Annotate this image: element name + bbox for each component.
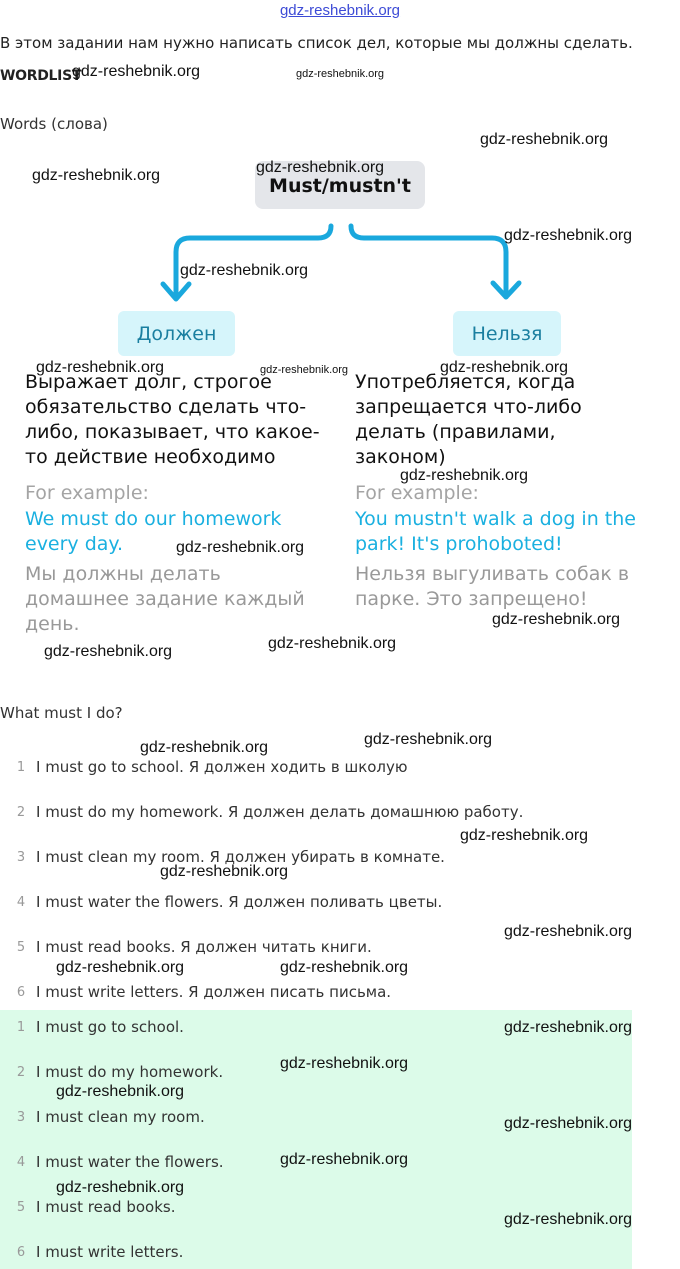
list-item-text: I must clean my room. Я должен убирать в комнате. (36, 848, 445, 866)
answer-item-text: I must clean my room. (36, 1108, 205, 1126)
watermark: gdz-reshebnik.org (440, 359, 569, 376)
watermark: gdz-reshebnik.org (364, 731, 493, 748)
diagram-left-label: Должен (118, 311, 235, 356)
answer-item-number: 4 (16, 1155, 26, 1170)
left-example-label: For example: (25, 482, 149, 504)
list-item-text: I must do my homework. Я должен делать домашнюю работу. (36, 803, 524, 821)
watermark: gdz-reshebnik.org (504, 1115, 633, 1132)
watermark: gdz-reshebnik.org (56, 959, 185, 976)
watermark: gdz-reshebnik.org (296, 68, 385, 80)
wordlist-heading: WORDLIST (0, 68, 82, 84)
watermark: gdz-reshebnik.org (492, 611, 621, 628)
watermark: gdz-reshebnik.org (44, 643, 173, 660)
answer-item-text: I must do my homework. (36, 1063, 224, 1081)
watermark: gdz-reshebnik.org (504, 227, 633, 244)
answer-item-text: I must go to school. (36, 1018, 184, 1036)
watermark: gdz-reshebnik.org (504, 923, 633, 940)
watermark: gdz-reshebnik.org (140, 739, 269, 756)
answer-item-number: 6 (16, 1245, 26, 1260)
watermark: gdz-reshebnik.org (268, 635, 397, 652)
watermark: gdz-reshebnik.org (180, 262, 309, 279)
watermark: gdz-reshebnik.org (260, 364, 349, 376)
right-example-en: You mustn't walk a dog in the park! It's prohoboted! (355, 508, 636, 555)
list-item-number: 2 (16, 805, 26, 820)
diagram-center-box: Must/mustn't (255, 161, 425, 209)
watermark: gdz-reshebnik.org (176, 539, 305, 556)
list-item-number: 5 (16, 940, 26, 955)
diagram-right-label: Нельзя (453, 311, 561, 356)
answers-panel (0, 1010, 632, 1269)
list-item-number: 3 (16, 850, 26, 865)
left-example-ru: Мы должны делать домашнее задание каждый день. (25, 563, 305, 635)
answer-item-number: 3 (16, 1110, 26, 1125)
list-item-text: I must write letters. Я должен писать письма. (36, 983, 392, 1001)
watermark: gdz-reshebnik.org (72, 63, 201, 80)
words-label: Words (слова) (0, 115, 108, 133)
watermark: gdz-reshebnik.org (256, 159, 385, 176)
list-item-text: I must read books. Я должен читать книги. (36, 938, 372, 956)
watermark: gdz-reshebnik.org (32, 167, 161, 184)
list-item-number: 1 (16, 760, 26, 775)
answer-item-number: 2 (16, 1065, 26, 1080)
watermark: gdz-reshebnik.org (280, 959, 409, 976)
answer-item-number: 5 (16, 1200, 26, 1215)
watermark: gdz-reshebnik.org (56, 1179, 185, 1196)
watermark: gdz-reshebnik.org (504, 1211, 633, 1228)
list-item-text: I must go to school. Я должен ходить в школую (36, 758, 408, 776)
watermark: gdz-reshebnik.org (280, 1151, 409, 1168)
right-example-ru: Нельзя выгуливать собак в парке. Это запрещено! (355, 563, 630, 610)
answer-item-number: 1 (16, 1020, 26, 1035)
site-title-link[interactable]: gdz-reshebnik.org (279, 2, 401, 19)
list-item-number: 4 (16, 895, 26, 910)
answer-item-text: I must water the flowers. (36, 1153, 224, 1171)
right-example-label: For example: (355, 482, 479, 504)
answer-item-text: I must read books. (36, 1198, 176, 1216)
question-heading: What must I do? (0, 704, 123, 722)
watermark: gdz-reshebnik.org (280, 1055, 409, 1072)
answer-item-text: I must write letters. (36, 1243, 184, 1261)
watermark: gdz-reshebnik.org (460, 827, 589, 844)
left-description: Выражает долг, строгое обязательство сделать что-либо, показывает, что какое-то действие необходимо (25, 371, 320, 468)
right-description: Употребляется, когда запрещается что-либо делать (правилами, законом) (355, 371, 582, 468)
list-item-text: I must water the flowers. Я должен поливать цветы. (36, 893, 443, 911)
watermark: gdz-reshebnik.org (160, 863, 289, 880)
watermark: gdz-reshebnik.org (504, 1019, 633, 1036)
watermark: gdz-reshebnik.org (56, 1083, 185, 1100)
arrow-right-icon (351, 226, 506, 296)
intro-text: В этом задании нам нужно написать список дел, которые мы должны сделать. (0, 34, 633, 52)
watermark: gdz-reshebnik.org (400, 467, 529, 484)
watermark: gdz-reshebnik.org (480, 131, 609, 148)
list-item-number: 6 (16, 985, 26, 1000)
left-example-en: We must do our homework every day. (25, 508, 282, 555)
watermark: gdz-reshebnik.org (36, 359, 165, 376)
